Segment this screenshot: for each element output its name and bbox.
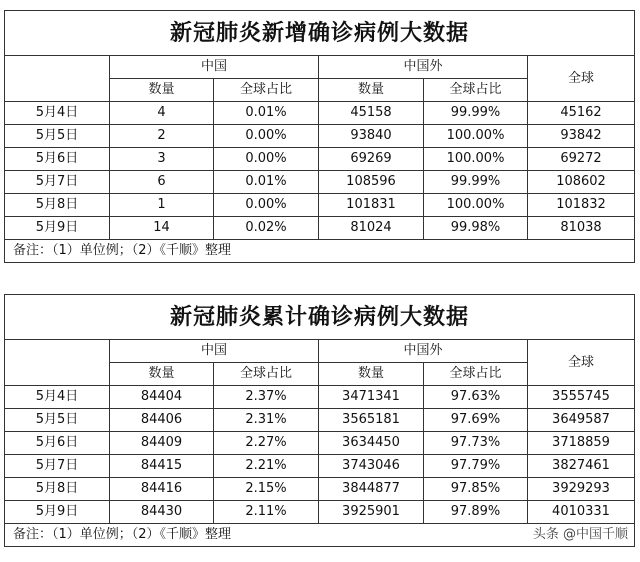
table-row — [5, 432, 635, 455]
cell-date: 5月5日 — [5, 409, 110, 432]
cell-global: 3555745 — [528, 386, 635, 409]
header-china: 中国 — [110, 56, 319, 79]
cell-global: 81038 — [528, 217, 635, 240]
table-row — [5, 386, 635, 409]
cell-out-share: 97.89% — [424, 501, 528, 524]
note-text: 备注：（1）单位例；（2）《千顺》整理 — [13, 243, 232, 258]
cell-cn-count: 84404 — [110, 386, 214, 409]
header-outside-china: 中国外 — [319, 56, 528, 79]
cell-date: 5月7日 — [5, 171, 110, 194]
cell-cn-share: 0.01% — [214, 171, 319, 194]
table-row — [5, 194, 635, 217]
cell-date: 5月4日 — [5, 386, 110, 409]
table-row — [5, 171, 635, 194]
cell-cn-count: 2 — [110, 125, 214, 148]
table-title: 新冠肺炎新增确诊病例大数据 — [5, 11, 635, 56]
watermark: 头条 @中国千顺 — [532, 527, 629, 542]
cumulative-cases-table — [4, 294, 635, 547]
table-row — [5, 478, 635, 501]
subheader-cn-count: 数量 — [110, 79, 214, 102]
cell-cn-count: 4 — [110, 102, 214, 125]
empty-header-cell — [5, 340, 110, 386]
cell-global: 69272 — [528, 148, 635, 171]
cell-global: 45162 — [528, 102, 635, 125]
cell-cn-share: 0.00% — [214, 194, 319, 217]
cell-date: 5月9日 — [5, 501, 110, 524]
cell-cn-count: 6 — [110, 171, 214, 194]
cell-out-share: 97.85% — [424, 478, 528, 501]
empty-header-cell — [5, 56, 110, 102]
subheader-out-count: 数量 — [319, 363, 424, 386]
subheader-cn-share: 全球占比 — [214, 363, 319, 386]
cell-global: 3827461 — [528, 455, 635, 478]
cell-date: 5月4日 — [5, 102, 110, 125]
cell-cn-count: 3 — [110, 148, 214, 171]
cell-global: 3649587 — [528, 409, 635, 432]
subheader-out-share: 全球占比 — [424, 79, 528, 102]
cell-out-count: 3471341 — [319, 386, 424, 409]
header-global: 全球 — [528, 56, 635, 102]
cell-out-count: 69269 — [319, 148, 424, 171]
cell-out-count: 3844877 — [319, 478, 424, 501]
cell-cn-count: 84406 — [110, 409, 214, 432]
subheader-out-share: 全球占比 — [424, 363, 528, 386]
cell-global: 93842 — [528, 125, 635, 148]
cell-out-share: 100.00% — [424, 148, 528, 171]
cell-cn-count: 84415 — [110, 455, 214, 478]
subheader-cn-count: 数量 — [110, 363, 214, 386]
cell-out-count: 93840 — [319, 125, 424, 148]
cell-global: 3929293 — [528, 478, 635, 501]
table-row — [5, 148, 635, 171]
cell-out-count: 108596 — [319, 171, 424, 194]
header-china: 中国 — [110, 340, 319, 363]
cell-out-count: 101831 — [319, 194, 424, 217]
cell-cn-share: 0.00% — [214, 148, 319, 171]
cell-cn-share: 2.27% — [214, 432, 319, 455]
table-row — [5, 102, 635, 125]
cell-out-count: 3925901 — [319, 501, 424, 524]
cell-out-share: 97.73% — [424, 432, 528, 455]
cell-date: 5月8日 — [5, 194, 110, 217]
new-cases-table — [4, 10, 635, 263]
table-row — [5, 501, 635, 524]
cell-cn-count: 84416 — [110, 478, 214, 501]
table-row — [5, 455, 635, 478]
cell-out-count: 45158 — [319, 102, 424, 125]
cell-out-count: 3565181 — [319, 409, 424, 432]
cell-date: 5月6日 — [5, 148, 110, 171]
cell-out-count: 3743046 — [319, 455, 424, 478]
cell-out-share: 100.00% — [424, 194, 528, 217]
subheader-cn-share: 全球占比 — [214, 79, 319, 102]
cell-date: 5月9日 — [5, 217, 110, 240]
cell-out-share: 99.99% — [424, 102, 528, 125]
cell-cn-count: 84409 — [110, 432, 214, 455]
cell-cn-share: 0.02% — [214, 217, 319, 240]
cell-out-share: 99.99% — [424, 171, 528, 194]
table-row — [5, 409, 635, 432]
header-global: 全球 — [528, 340, 635, 386]
cell-cn-count: 14 — [110, 217, 214, 240]
cell-cn-share: 2.15% — [214, 478, 319, 501]
cell-out-count: 81024 — [319, 217, 424, 240]
cell-cn-share: 2.37% — [214, 386, 319, 409]
cell-cn-share: 2.11% — [214, 501, 319, 524]
table-note — [5, 524, 635, 547]
cell-cn-share: 0.00% — [214, 125, 319, 148]
cell-out-share: 97.63% — [424, 386, 528, 409]
cell-cn-share: 2.21% — [214, 455, 319, 478]
table-note — [5, 240, 635, 263]
table-row — [5, 125, 635, 148]
cell-global: 108602 — [528, 171, 635, 194]
cell-global: 101832 — [528, 194, 635, 217]
cell-out-share: 99.98% — [424, 217, 528, 240]
cell-out-share: 97.79% — [424, 455, 528, 478]
cell-out-share: 100.00% — [424, 125, 528, 148]
cell-cn-count: 84430 — [110, 501, 214, 524]
cell-date: 5月8日 — [5, 478, 110, 501]
cell-date: 5月7日 — [5, 455, 110, 478]
cell-cn-share: 2.31% — [214, 409, 319, 432]
cell-global: 3718859 — [528, 432, 635, 455]
cell-date: 5月5日 — [5, 125, 110, 148]
cell-cn-share: 0.01% — [214, 102, 319, 125]
cell-out-share: 97.69% — [424, 409, 528, 432]
subheader-out-count: 数量 — [319, 79, 424, 102]
cell-global: 4010331 — [528, 501, 635, 524]
table-title: 新冠肺炎累计确诊病例大数据 — [5, 295, 635, 340]
header-outside-china: 中国外 — [319, 340, 528, 363]
cell-out-count: 3634450 — [319, 432, 424, 455]
note-text: 备注：（1）单位例；（2）《千顺》整理 — [13, 527, 232, 542]
cell-cn-count: 1 — [110, 194, 214, 217]
cell-date: 5月6日 — [5, 432, 110, 455]
table-row — [5, 217, 635, 240]
